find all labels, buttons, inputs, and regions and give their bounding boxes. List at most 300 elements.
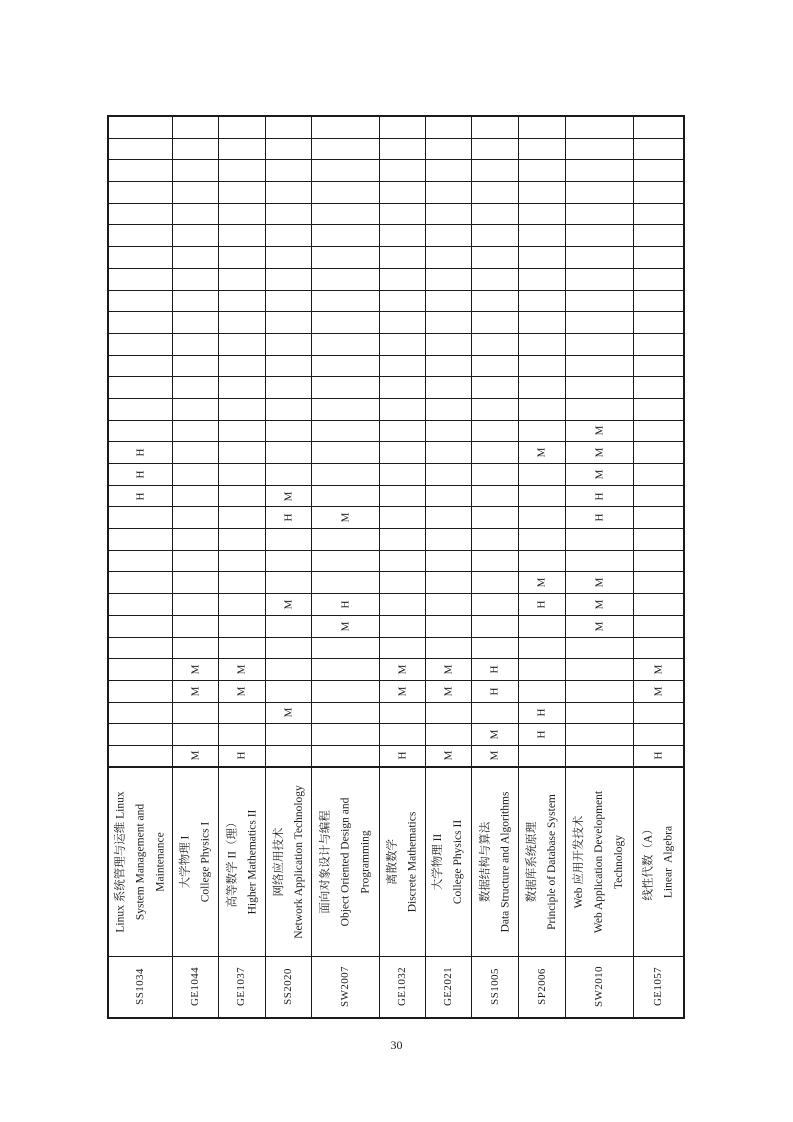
matrix-cell <box>472 594 519 616</box>
matrix-cell <box>426 529 472 551</box>
matrix-cell <box>312 117 380 139</box>
matrix-cell <box>566 681 634 703</box>
matrix-cell <box>173 507 219 529</box>
matrix-cell <box>566 182 634 204</box>
matrix-cell <box>472 247 519 269</box>
matrix-cell <box>266 377 312 399</box>
matrix-cell <box>634 247 683 269</box>
matrix-cell <box>173 312 219 334</box>
matrix-cell <box>109 442 173 464</box>
matrix-cell <box>266 681 312 703</box>
course-code-cell <box>566 957 634 1017</box>
course-name-text: 线性代数（A） Linear Algebra <box>642 822 675 901</box>
matrix-cell <box>519 703 566 725</box>
matrix-cell <box>312 399 380 421</box>
matrix-cell <box>426 377 472 399</box>
matrix-cell <box>312 269 380 291</box>
course-code-cell <box>519 957 566 1017</box>
matrix-cell <box>109 486 173 508</box>
matrix-cell <box>566 247 634 269</box>
matrix-cell <box>266 442 312 464</box>
matrix-cell <box>109 182 173 204</box>
matrix-cell <box>519 204 566 226</box>
matrix-cell <box>109 225 173 247</box>
matrix-cell <box>219 486 266 508</box>
matrix-cell <box>219 442 266 464</box>
matrix-cell <box>109 464 173 486</box>
matrix-cell <box>266 638 312 660</box>
matrix-cell <box>634 117 683 139</box>
course-code-cell <box>312 957 380 1017</box>
page-number: 30 <box>390 1038 403 1052</box>
matrix-cell <box>380 551 426 573</box>
matrix-cell <box>173 182 219 204</box>
matrix-cell <box>634 464 683 486</box>
matrix-cell <box>219 247 266 269</box>
matrix-cell <box>472 572 519 594</box>
matrix-cell <box>566 356 634 378</box>
course-name-cell <box>426 768 472 957</box>
matrix-cell <box>266 204 312 226</box>
matrix-cell <box>519 312 566 334</box>
matrix-cell <box>219 182 266 204</box>
matrix-cell <box>109 529 173 551</box>
matrix-cell <box>312 551 380 573</box>
matrix-cell <box>519 594 566 616</box>
matrix-cell <box>219 334 266 356</box>
matrix-cell <box>472 486 519 508</box>
matrix-cell <box>519 529 566 551</box>
matrix-cell <box>426 117 472 139</box>
matrix-cell <box>173 529 219 551</box>
matrix-cell <box>634 160 683 182</box>
correlation-mark: M <box>488 729 501 740</box>
matrix-cell <box>519 377 566 399</box>
course-code-cell <box>380 957 426 1017</box>
correlation-mark: M <box>652 686 664 697</box>
correlation-mark: M <box>488 750 501 761</box>
matrix-cell <box>312 442 380 464</box>
matrix-cell <box>173 464 219 486</box>
matrix-cell <box>266 269 312 291</box>
matrix-cell <box>173 377 219 399</box>
matrix-cell <box>219 139 266 161</box>
matrix-cell <box>519 486 566 508</box>
matrix-cell <box>219 507 266 529</box>
correlation-mark: M <box>442 686 454 697</box>
matrix-cell <box>519 160 566 182</box>
course-name-text: 大学物理 II College Physics II <box>432 819 465 904</box>
matrix-cell <box>519 464 566 486</box>
matrix-cell <box>109 681 173 703</box>
matrix-cell <box>109 247 173 269</box>
matrix-cell <box>426 160 472 182</box>
correlation-mark: M <box>535 577 548 588</box>
matrix-cell <box>472 312 519 334</box>
correlation-mark: M <box>593 469 605 480</box>
correlation-mark: M <box>282 599 294 610</box>
matrix-cell <box>426 638 472 660</box>
matrix-cell <box>566 312 634 334</box>
matrix-cell <box>472 182 519 204</box>
matrix-cell <box>219 529 266 551</box>
matrix-cell <box>219 572 266 594</box>
matrix-cell <box>380 421 426 443</box>
matrix-cell <box>519 247 566 269</box>
correlation-mark: H <box>535 730 548 739</box>
matrix-cell <box>173 442 219 464</box>
matrix-cell <box>634 703 683 725</box>
matrix-cell <box>312 334 380 356</box>
matrix-cell <box>566 269 634 291</box>
matrix-cell <box>634 638 683 660</box>
matrix-cell <box>426 659 472 681</box>
matrix-cell <box>519 334 566 356</box>
matrix-cell <box>266 247 312 269</box>
correlation-mark: M <box>339 512 351 523</box>
matrix-cell <box>519 746 566 768</box>
matrix-cell <box>566 703 634 725</box>
course-name-cell <box>519 768 566 957</box>
correlation-mark: H <box>235 751 248 760</box>
matrix-cell <box>634 356 683 378</box>
course-code-text: GE1032 <box>395 967 408 1007</box>
matrix-cell <box>634 724 683 746</box>
matrix-cell <box>312 225 380 247</box>
course-name-cell <box>312 768 380 957</box>
matrix-cell <box>472 659 519 681</box>
matrix-cell <box>173 399 219 421</box>
matrix-cell <box>566 377 634 399</box>
matrix-cell <box>519 638 566 660</box>
matrix-cell <box>566 659 634 681</box>
matrix-cell <box>266 312 312 334</box>
matrix-cell <box>426 594 472 616</box>
matrix-cell <box>426 421 472 443</box>
matrix-cell <box>380 399 426 421</box>
matrix-cell <box>566 572 634 594</box>
matrix-cell <box>472 225 519 247</box>
matrix-cell <box>266 746 312 768</box>
matrix-cell <box>266 139 312 161</box>
matrix-cell <box>266 659 312 681</box>
matrix-cell <box>380 334 426 356</box>
correlation-mark: M <box>282 708 294 718</box>
matrix-cell <box>173 291 219 313</box>
matrix-cell <box>109 594 173 616</box>
correlation-mark: M <box>442 664 454 675</box>
matrix-cell <box>472 356 519 378</box>
curriculum-correlation-matrix <box>107 115 685 1019</box>
matrix-cell <box>566 464 634 486</box>
matrix-cell <box>312 356 380 378</box>
matrix-cell <box>173 572 219 594</box>
matrix-cell <box>266 117 312 139</box>
matrix-cell <box>634 182 683 204</box>
correlation-mark: M <box>235 664 248 675</box>
matrix-cell <box>634 746 683 768</box>
matrix-cell <box>566 117 634 139</box>
matrix-cell <box>219 117 266 139</box>
matrix-cell <box>109 638 173 660</box>
matrix-cell <box>472 399 519 421</box>
matrix-cell <box>472 377 519 399</box>
matrix-cell <box>266 421 312 443</box>
matrix-cell <box>380 638 426 660</box>
correlation-mark: M <box>593 426 605 436</box>
matrix-cell <box>519 681 566 703</box>
matrix-cell <box>109 399 173 421</box>
matrix-cell <box>380 746 426 768</box>
correlation-mark: M <box>235 686 248 697</box>
matrix-cell <box>380 442 426 464</box>
matrix-cell <box>472 746 519 768</box>
matrix-cell <box>634 551 683 573</box>
matrix-cell <box>634 225 683 247</box>
matrix-cell <box>566 529 634 551</box>
matrix-cell <box>109 312 173 334</box>
matrix-cell <box>312 594 380 616</box>
matrix-cell <box>380 291 426 313</box>
matrix-cell <box>519 269 566 291</box>
matrix-cell <box>519 291 566 313</box>
matrix-cell <box>472 421 519 443</box>
course-name-cell <box>380 768 426 957</box>
matrix-cell <box>380 659 426 681</box>
matrix-cell <box>566 291 634 313</box>
matrix-cell <box>472 291 519 313</box>
course-code-text: SP2006 <box>535 968 548 1005</box>
matrix-cell <box>173 117 219 139</box>
matrix-cell <box>380 594 426 616</box>
matrix-cell <box>634 204 683 226</box>
matrix-cell <box>472 204 519 226</box>
matrix-cell <box>312 638 380 660</box>
matrix-cell <box>566 334 634 356</box>
matrix-cell <box>472 464 519 486</box>
matrix-cell <box>266 334 312 356</box>
matrix-cell <box>634 399 683 421</box>
course-code-cell <box>634 957 683 1017</box>
matrix-cell <box>634 291 683 313</box>
matrix-cell <box>426 507 472 529</box>
matrix-cell <box>109 703 173 725</box>
matrix-cell <box>472 507 519 529</box>
matrix-cell <box>312 703 380 725</box>
matrix-cell <box>109 659 173 681</box>
matrix-cell <box>109 117 173 139</box>
matrix-cell <box>380 247 426 269</box>
matrix-cell <box>472 334 519 356</box>
matrix-cell <box>566 594 634 616</box>
matrix-cell <box>312 681 380 703</box>
correlation-mark: H <box>488 687 501 696</box>
matrix-cell <box>173 703 219 725</box>
matrix-cell <box>312 486 380 508</box>
matrix-cell <box>634 312 683 334</box>
matrix-cell <box>380 269 426 291</box>
matrix-cell <box>566 225 634 247</box>
matrix-cell <box>219 312 266 334</box>
correlation-mark: M <box>189 686 201 697</box>
matrix-cell <box>472 269 519 291</box>
matrix-cell <box>634 507 683 529</box>
matrix-cell <box>219 681 266 703</box>
correlation-mark: H <box>133 448 146 457</box>
matrix-cell <box>312 204 380 226</box>
matrix-cell <box>566 421 634 443</box>
correlation-mark: H <box>133 470 146 479</box>
matrix-cell <box>312 724 380 746</box>
matrix-cell <box>566 638 634 660</box>
course-code-text: SW2010 <box>593 966 605 1008</box>
matrix-cell <box>312 377 380 399</box>
matrix-cell <box>426 334 472 356</box>
matrix-cell <box>312 139 380 161</box>
matrix-cell <box>426 746 472 768</box>
matrix-cell <box>266 529 312 551</box>
course-name-text: 高等数学 II（理） Higher Mathematics II <box>226 809 258 914</box>
matrix-cell <box>312 616 380 638</box>
correlation-mark: H <box>395 751 408 760</box>
matrix-cell <box>219 746 266 768</box>
course-code-cell <box>472 957 519 1017</box>
matrix-cell <box>426 442 472 464</box>
matrix-cell <box>173 269 219 291</box>
matrix-cell <box>426 399 472 421</box>
course-code-text: GE1044 <box>188 967 201 1007</box>
matrix-cell <box>426 551 472 573</box>
matrix-cell <box>173 746 219 768</box>
matrix-cell <box>380 204 426 226</box>
matrix-cell <box>566 616 634 638</box>
matrix-cell <box>380 356 426 378</box>
matrix-cell <box>634 442 683 464</box>
matrix-cell <box>634 681 683 703</box>
course-name-text: 网络应用技术 Network Application Technology <box>272 784 305 939</box>
matrix-cell <box>266 464 312 486</box>
matrix-cell <box>634 594 683 616</box>
matrix-cell <box>109 616 173 638</box>
course-code-cell <box>173 957 219 1017</box>
course-name-cell <box>472 768 519 957</box>
matrix-cell <box>380 681 426 703</box>
matrix-cell <box>219 160 266 182</box>
matrix-cell <box>312 421 380 443</box>
course-code-cell <box>109 957 173 1017</box>
matrix-cell <box>109 746 173 768</box>
course-name-text: 数据库系统原理 Principle of Database System <box>526 793 559 930</box>
correlation-mark: H <box>133 492 146 501</box>
course-code-cell <box>219 957 266 1017</box>
matrix-cell <box>312 507 380 529</box>
matrix-cell <box>266 486 312 508</box>
matrix-cell <box>519 616 566 638</box>
course-name-text: 数据结构与算法 Data Structure and Algorithms <box>479 791 512 933</box>
matrix-cell <box>634 269 683 291</box>
matrix-cell <box>266 551 312 573</box>
matrix-cell <box>380 312 426 334</box>
matrix-cell <box>519 225 566 247</box>
course-code-text: SS2020 <box>281 968 294 1005</box>
matrix-cell <box>380 160 426 182</box>
matrix-cell <box>219 594 266 616</box>
matrix-cell <box>312 312 380 334</box>
matrix-cell <box>472 638 519 660</box>
matrix-cell <box>426 139 472 161</box>
matrix-cell <box>426 225 472 247</box>
matrix-cell <box>266 594 312 616</box>
correlation-mark: H <box>535 708 548 717</box>
matrix-cell <box>219 225 266 247</box>
course-name-cell <box>566 768 634 957</box>
matrix-cell <box>266 572 312 594</box>
correlation-mark: M <box>282 491 294 501</box>
correlation-mark: M <box>593 447 605 458</box>
matrix-cell <box>266 182 312 204</box>
matrix-cell <box>173 356 219 378</box>
matrix-cell <box>266 616 312 638</box>
matrix-cell <box>380 724 426 746</box>
matrix-cell <box>173 160 219 182</box>
matrix-cell <box>380 616 426 638</box>
matrix-cell <box>219 638 266 660</box>
matrix-cell <box>380 572 426 594</box>
correlation-mark: M <box>396 686 408 697</box>
matrix-cell <box>312 247 380 269</box>
course-name-text: Linux 系统管理与运维 Linux System Management and Maintenance <box>114 791 167 933</box>
matrix-cell <box>634 377 683 399</box>
matrix-cell <box>312 572 380 594</box>
correlation-mark: M <box>189 664 201 675</box>
matrix-cell <box>380 529 426 551</box>
course-name-text: 离散数学 Discrete Mathematics <box>386 811 419 912</box>
matrix-cell <box>472 529 519 551</box>
matrix-cell <box>266 703 312 725</box>
matrix-cell <box>173 659 219 681</box>
correlation-mark: M <box>396 664 408 675</box>
matrix-cell <box>519 572 566 594</box>
matrix-cell <box>380 182 426 204</box>
matrix-cell <box>566 442 634 464</box>
matrix-cell <box>472 551 519 573</box>
matrix-cell <box>109 377 173 399</box>
matrix-cell <box>109 334 173 356</box>
matrix-cell <box>426 724 472 746</box>
course-name-text: 面向对象设计与编程 Object Oriented Design and Programming <box>319 797 372 926</box>
course-code-text: GE2021 <box>441 967 454 1007</box>
course-name-cell <box>109 768 173 957</box>
matrix-cell <box>173 486 219 508</box>
matrix-cell <box>426 703 472 725</box>
matrix-cell <box>472 117 519 139</box>
matrix-cell <box>426 291 472 313</box>
matrix-cell <box>173 681 219 703</box>
matrix-cell <box>566 746 634 768</box>
correlation-mark: H <box>535 600 548 609</box>
matrix-cell <box>266 399 312 421</box>
matrix-cell <box>380 703 426 725</box>
correlation-mark: H <box>488 665 501 674</box>
correlation-mark: H <box>338 600 351 609</box>
correlation-mark: H <box>281 513 294 522</box>
matrix-cell <box>219 269 266 291</box>
matrix-cell <box>519 442 566 464</box>
matrix-cell <box>426 572 472 594</box>
matrix-cell <box>173 204 219 226</box>
correlation-mark: M <box>442 750 454 761</box>
matrix-cell <box>519 117 566 139</box>
